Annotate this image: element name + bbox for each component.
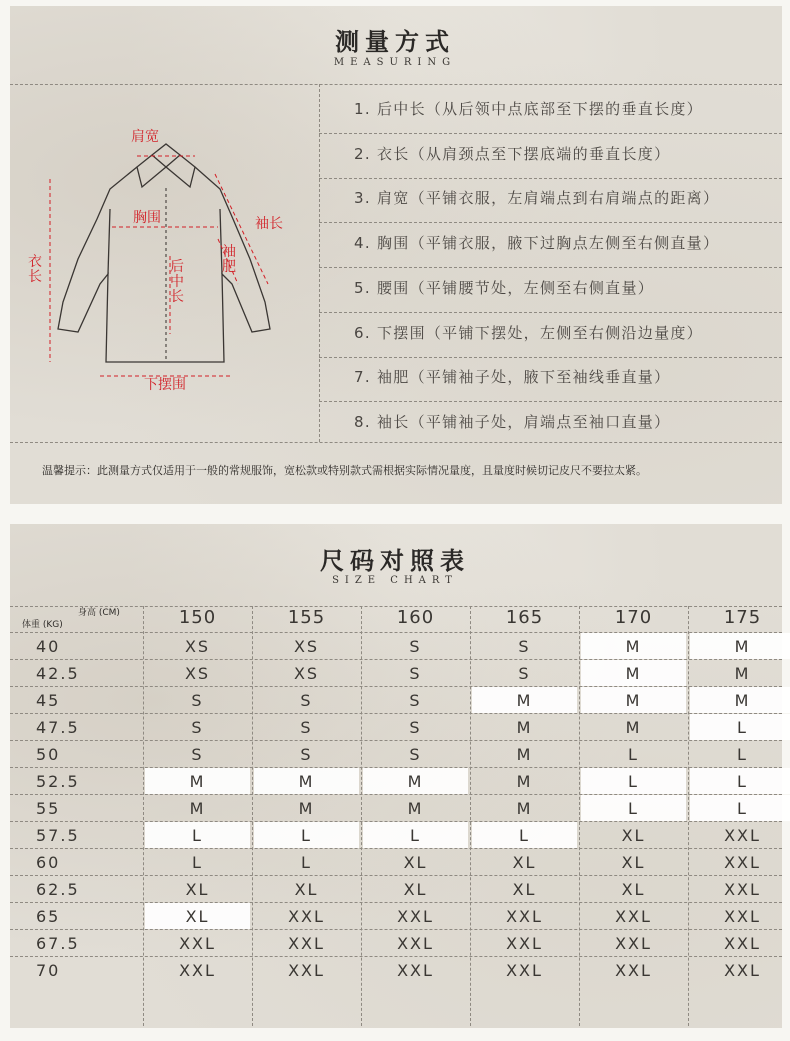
column-divider [579, 606, 580, 1026]
measurement-item: 8. 袖长（平铺袖子处，肩端点至袖口直量） [354, 412, 671, 431]
size-cell: XXL [724, 934, 761, 953]
measurement-item: 2. 衣长（从肩颈点至下摆底端的垂直长度） [354, 144, 671, 163]
size-cell: M [516, 745, 533, 764]
size-cell: L [192, 853, 203, 872]
garment-length-label: 衣 长 [28, 254, 42, 285]
size-cell: XXL [397, 961, 434, 980]
size-cell: M [581, 687, 686, 713]
size-cell: XXL [288, 934, 325, 953]
height-cell: 175 [723, 607, 762, 628]
measurement-item: 7. 袖肥（平铺袖子处，腋下至袖线垂直量） [354, 368, 671, 387]
weight-cell: 42.5 [36, 664, 80, 683]
weight-cell: 60 [36, 853, 61, 872]
size-cell: XL [512, 880, 537, 899]
size-cell: L [145, 822, 250, 848]
size-cell: XL [512, 853, 537, 872]
size-cell: XXL [506, 934, 543, 953]
chest-label: 胸围 [133, 210, 161, 226]
size-cell: M [625, 718, 642, 737]
weight-cell: 55 [36, 799, 61, 818]
item-divider [319, 312, 782, 313]
size-cell: XXL [615, 907, 652, 926]
size-cell: XXL [724, 826, 761, 845]
size-cell: L [690, 768, 790, 794]
size-cell: M [690, 687, 790, 713]
size-cell: XXL [724, 853, 761, 872]
size-cell: L [690, 795, 790, 821]
size-cell: XXL [397, 934, 434, 953]
size-cell: L [254, 822, 359, 848]
size-cell: M [254, 768, 359, 794]
size-cell: XS [184, 637, 211, 656]
size-cell: XXL [724, 880, 761, 899]
size-cell: S [409, 691, 422, 710]
size-cell: L [690, 714, 790, 740]
size-chart-title: 尺码对照表 [320, 546, 470, 575]
size-cell: M [472, 687, 577, 713]
size-cell: M [581, 633, 686, 659]
size-cell: S [409, 718, 422, 737]
size-cell: XXL [724, 907, 761, 926]
size-cell: M [407, 799, 424, 818]
size-cell: XL [403, 880, 428, 899]
size-cell: S [191, 718, 204, 737]
weight-cell: 47.5 [36, 718, 80, 737]
weight-cell: 52.5 [36, 772, 80, 791]
height-cell: 160 [396, 607, 435, 628]
column-divider [470, 606, 471, 1026]
size-cell: M [690, 633, 790, 659]
weight-cell: 62.5 [36, 880, 80, 899]
size-cell: S [300, 745, 313, 764]
height-cell: 155 [287, 607, 326, 628]
size-cell: M [516, 799, 533, 818]
size-cell: XXL [506, 907, 543, 926]
size-cell: S [191, 691, 204, 710]
size-cell: M [298, 799, 315, 818]
size-cell: XXL [288, 961, 325, 980]
divider [10, 442, 782, 443]
size-chart-subtitle: SIZE CHART [332, 575, 458, 586]
item-divider [319, 357, 782, 358]
item-divider [319, 401, 782, 402]
size-cell: S [300, 691, 313, 710]
measuring-subtitle: MEASURING [333, 57, 457, 68]
back-length-label: 后 中 长 [170, 259, 184, 305]
size-cell: S [409, 664, 422, 683]
size-cell: L [628, 745, 639, 764]
size-cell: XS [184, 664, 211, 683]
weight-cell: 65 [36, 907, 61, 926]
weight-cell: 57.5 [36, 826, 80, 845]
size-cell: XXL [288, 907, 325, 926]
measurement-item: 4. 胸围（平铺衣服，腋下过胸点左侧至右侧直量） [354, 234, 720, 253]
sleeve-length-label: 袖长 [255, 216, 283, 232]
size-cell: S [409, 637, 422, 656]
size-cell: XXL [506, 961, 543, 980]
size-cell: M [189, 799, 206, 818]
size-cell: XXL [724, 961, 761, 980]
size-cell: XXL [179, 961, 216, 980]
size-cell: XXL [615, 961, 652, 980]
size-cell: XL [621, 853, 646, 872]
size-cell: M [581, 660, 686, 686]
height-cell: 165 [505, 607, 544, 628]
size-cell: S [191, 745, 204, 764]
size-cell: XXL [397, 907, 434, 926]
measurement-item: 3. 肩宽（平铺衣服，左肩端点到右肩端点的距离） [354, 189, 720, 208]
weight-cell: 40 [36, 637, 61, 656]
weight-cell: 45 [36, 691, 61, 710]
column-divider [252, 606, 253, 1026]
weight-cell: 67.5 [36, 934, 80, 953]
size-cell: L [301, 853, 312, 872]
size-cell: XXL [615, 934, 652, 953]
size-cell: L [737, 745, 748, 764]
column-divider [143, 606, 144, 1026]
tip-text: 温馨提示：此测量方式仅适用于一般的常规服饰，宽松款或特别款式需根据实际情况量度，且量度时候切记皮尺不要拉太紧。 [42, 464, 647, 477]
size-cell: XL [621, 880, 646, 899]
size-cell: XL [294, 880, 319, 899]
item-divider [319, 267, 782, 268]
size-cell: M [516, 718, 533, 737]
size-cell: M [145, 768, 250, 794]
shoulder-label: 肩宽 [131, 129, 159, 145]
measurement-item: 1. 后中长（从后领中点底部至下摆的垂直长度） [354, 100, 703, 118]
size-cell: S [409, 745, 422, 764]
size-cell: XL [185, 880, 210, 899]
size-cell: L [472, 822, 577, 848]
item-divider [319, 178, 782, 179]
size-cell: XL [621, 826, 646, 845]
measuring-title: 测量方式 [335, 27, 455, 56]
measurement-item: 6. 下摆围（平铺下摆处，左侧至右侧沿边量度） [354, 323, 703, 342]
size-cell: L [581, 768, 686, 794]
item-divider [319, 222, 782, 223]
size-cell: S [300, 718, 313, 737]
column-divider [688, 606, 689, 1026]
size-cell: L [581, 795, 686, 821]
item-divider [319, 133, 782, 134]
size-cell: S [518, 664, 531, 683]
size-cell: XL [145, 903, 250, 929]
size-cell: XS [293, 664, 320, 683]
column-divider [361, 606, 362, 1026]
size-cell: S [518, 637, 531, 656]
size-cell: M [516, 772, 533, 791]
sleeve-width-label: 袖 肥 [222, 244, 236, 275]
size-cell: L [363, 822, 468, 848]
size-cell: XS [293, 637, 320, 656]
height-header: 身高 (CM) [78, 608, 120, 618]
size-cell: XXL [179, 934, 216, 953]
size-cell: M [363, 768, 468, 794]
hem-label: 下摆围 [144, 377, 186, 393]
weight-header: 体重 (KG) [22, 620, 63, 630]
size-cell: XL [403, 853, 428, 872]
height-cell: 150 [178, 607, 217, 628]
measurement-item: 5. 腰围（平铺腰节处，左侧至右侧直量） [354, 278, 655, 297]
height-cell: 170 [614, 607, 653, 628]
weight-cell: 50 [36, 745, 61, 764]
weight-cell: 70 [36, 961, 61, 980]
size-cell: M [734, 664, 751, 683]
